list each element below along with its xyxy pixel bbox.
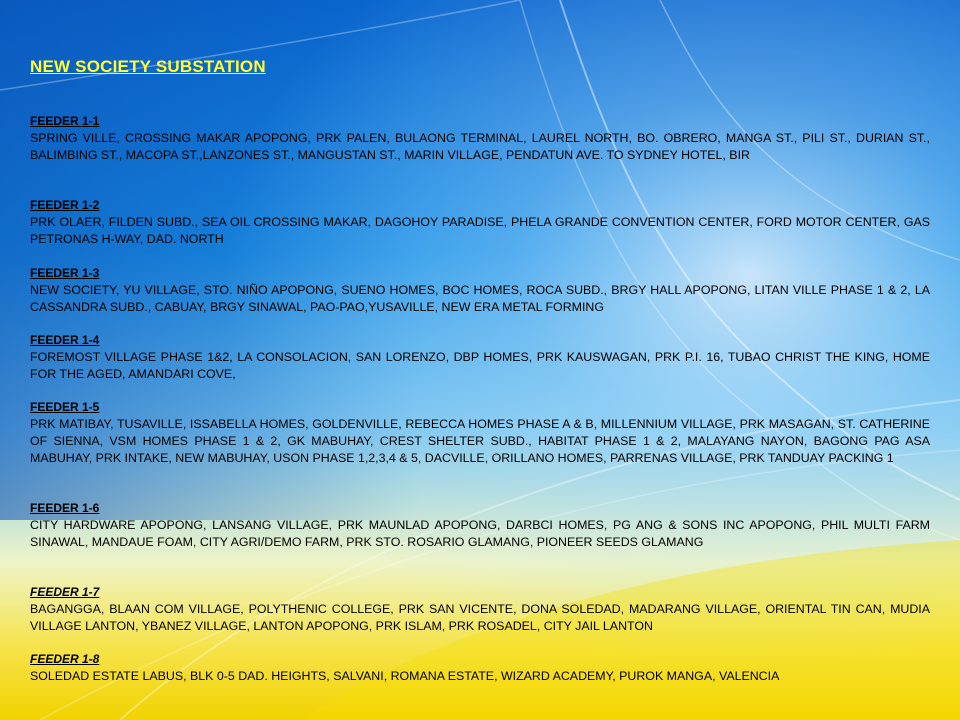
feeder-name: FEEDER 1-3 xyxy=(30,266,100,280)
feeder-block xyxy=(30,500,934,551)
slide-title: NEW SOCIETY SUBSTATION xyxy=(30,57,266,76)
feeder-name: FEEDER 1-2 xyxy=(30,198,100,212)
feeder-name: FEEDER 1-7 xyxy=(30,585,100,599)
feeder-areas: SPRING VILLE, CROSSING MAKAR APOPONG, PRK PALEN, BULAONG TERMINAL, LAUREL NORTH, BO. OBRERO, MANGA ST., PILI ST., DURIAN ST., BALIMBING ST., MACOPA ST.,LANZONES ST., MANGUSTAN ST., MARIN VILLAGE, PENDATUN AVE. TO SYDNEY HOTEL, BIR xyxy=(30,131,937,162)
feeder-areas: NEW SOCIETY, YU VILLAGE, STO. NIÑO APOPONG, SUENO HOMES, BOC HOMES, ROCA SUBD., BRGY HALL APOPONG, LITAN VILLE PHASE 1 & 2, LA CASSANDRA SUBD., CABUAY, BRGY SINAWAL, PAO-PAO,YUSAVILLE, NEW ERA METAL FORMING xyxy=(30,283,934,314)
feeder-block xyxy=(30,197,934,248)
feeder-areas: SOLEDAD ESTATE LABUS, BLK 0-5 DAD. HEIGHTS, SALVANI, ROMANA ESTATE, WIZARD ACADEMY, PUROK MANGA, VALENCIA xyxy=(30,669,780,683)
feeder-block xyxy=(30,113,937,164)
feeder-name: FEEDER 1-1 xyxy=(30,114,100,128)
feeder-block xyxy=(30,332,934,383)
feeder-areas: FOREMOST VILLAGE PHASE 1&2, LA CONSOLACION, SAN LORENZO, DBP HOMES, PRK KAUSWAGAN, PRK P.I. 16, TUBAO CHRIST THE KING, HOME FOR THE AGED, AMANDARI COVE, xyxy=(30,350,934,381)
feeder-areas: CITY HARDWARE APOPONG, LANSANG VILLAGE, PRK MAUNLAD APOPONG, DARBCI HOMES, PG ANG & SONS INC APOPONG, PHIL MULTI FARM SINAWAL, MANDAUE FOAM, CITY AGRI/DEMO FARM, PRK STO. ROSARIO GLAMANG, PIONEER SEEDS GLAMANG xyxy=(30,518,934,549)
feeder-block xyxy=(30,584,934,635)
feeder-block xyxy=(30,651,930,685)
feeder-block xyxy=(30,399,934,467)
feeder-block xyxy=(30,265,934,316)
feeder-name: FEEDER 1-6 xyxy=(30,501,100,515)
feeder-areas: PRK MATIBAY, TUSAVILLE, ISSABELLA HOMES, GOLDENVILLE, REBECCA HOMES PHASE A & B, MILLENNIUM VILLAGE, PRK MASAGAN, ST. CATHERINE OF SIENNA, VSM HOMES PHASE 1 & 2, GK MABUHAY, CREST SHELTER SUBD., HABITAT PHASE 1 & 2, MALAYANG NAYON, BAGONG PAG ASA MABUHAY, PRK INTAKE, NEW MABUHAY, USON PHASE 1,2,3,4 & 5, DACVILLE, ORILLANO HOMES, PARRENAS VILLAGE, PRK TANDUAY PACKING 1 xyxy=(30,417,934,465)
feeder-areas: BAGANGGA, BLAAN COM VILLAGE, POLYTHENIC COLLEGE, PRK SAN VICENTE, DONA SOLEDAD, MADARANG VILLAGE, ORIENTAL TIN CAN, MUDIA VILLAGE LANTON, YBANEZ VILLAGE, LANTON APOPONG, PRK ISLAM, PRK ROSADEL, CITY JAIL LANTON xyxy=(30,602,934,633)
feeder-name: FEEDER 1-8 xyxy=(30,652,100,666)
feeder-name: FEEDER 1-4 xyxy=(30,333,100,347)
feeder-name: FEEDER 1-5 xyxy=(30,400,100,414)
feeder-areas: PRK OLAER, FILDEN SUBD., SEA OIL CROSSING MAKAR, DAGOHOY PARADISE, PHELA GRANDE CONVENTION CENTER, FORD MOTOR CENTER, GAS PETRONAS H-WAY, DAD. NORTH xyxy=(30,215,934,246)
